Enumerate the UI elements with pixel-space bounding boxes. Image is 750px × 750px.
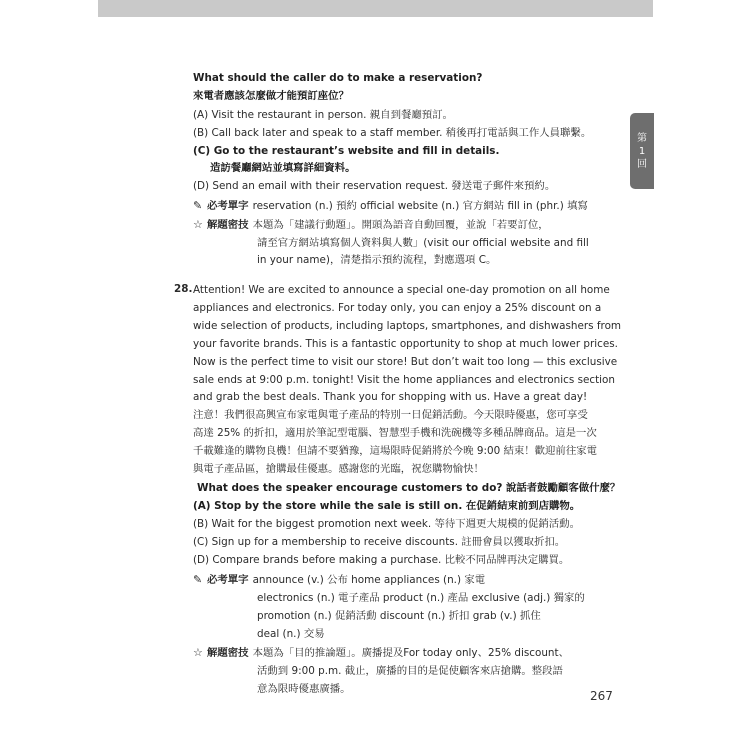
q27-option-c-zh: 造訪餐廳網站並填寫詳細資料。 <box>210 162 356 174</box>
star-icon: ☆ <box>193 218 203 231</box>
q28-vocab-line: deal (n.) 交易 <box>257 628 325 640</box>
q28-passage-line: appliances and electronics. For today only, you can enjoy a 25% discount on a <box>193 302 602 314</box>
q28-passage-line: sale ends at 9:00 p.m. tonight! Visit the home appliances and electronics section <box>193 374 615 386</box>
q28-option-d: (D) Compare brands before making a purchase. 比較不同品牌再決定購買。 <box>193 554 570 566</box>
q27-question-zh: 來電者應該怎麼做才能預訂座位？ <box>193 90 349 102</box>
q28-vocab-line: promotion (n.) 促銷活動 discount (n.) 折扣 grab (v.) 抓住 <box>257 610 541 622</box>
q28-tip <box>193 646 569 660</box>
pencil-note-icon: ✎ <box>193 573 203 586</box>
q28-passage-line: wide selection of products, including laptops, smartphones, and dishwashers from <box>193 320 622 332</box>
page-number: 267 <box>590 689 613 703</box>
q27-option-c: (C) Go to the restaurant’s website and fill in details. <box>193 145 500 157</box>
vocab-text: reservation (n.) 預約 official website (n.) 官方網站 fill in (phr.) 填寫 <box>252 200 588 212</box>
tip-label: 解題密技 <box>207 647 249 659</box>
q27-tip-line: in your name)，清楚指示預約流程，對應選項 C。 <box>257 254 497 266</box>
chapter-tab-char: 1 <box>638 145 646 157</box>
q28-tip-line: 意為限時優惠廣播。 <box>257 683 351 695</box>
vocab-text: announce (v.) 公布 home appliances (n.) 家電 <box>252 574 486 586</box>
q28-vocab-line: electronics (n.) 電子產品 product (n.) 產品 exclusive (adj.) 獨家的 <box>257 592 585 604</box>
q28-number: 28. <box>174 283 193 295</box>
chapter-tab <box>630 113 654 189</box>
tip-label: 解題密技 <box>207 219 249 231</box>
vocab-label: 必考單字 <box>207 200 249 212</box>
q27-option-d: (D) Send an email with their reservation request. 發送電子郵件來預約。 <box>193 180 556 192</box>
q27-option-b: (B) Call back later and speak to a staff member. 稍後再打電話與工作人員聯繫。 <box>193 127 592 139</box>
q28-passage-zh-line: 注意！我們很高興宣布家電與電子產品的特別一日促銷活動。今天限時優惠，您可享受 <box>193 409 588 421</box>
tip-text: 本題為「目的推論題」。廣播提及For today only、25% discount、 <box>252 647 569 659</box>
q27-option-a: (A) Visit the restaurant in person. 親自到餐廳預訂。 <box>193 109 453 121</box>
q28-passage-line: Now is the perfect time to visit our store! But don’t wait too long — this exclusive <box>193 356 618 368</box>
q28-question: What does the speaker encourage customers to do? 說話者鼓勵顧客做什麼？ <box>197 482 621 494</box>
q27-tip-line: 請至官方網站填寫個人資料與人數」(visit our official website and fill <box>257 237 589 249</box>
q28-vocab <box>193 573 485 587</box>
tip-text: 本題為「建議行動題」。開頭為語音自動回覆，並說「若要訂位， <box>252 219 549 231</box>
q28-option-c: (C) Sign up for a membership to receive discounts. 註冊會員以獲取折扣。 <box>193 536 566 548</box>
q28-passage-zh-line: 與電子產品區，搶購最佳優惠。感謝您的光臨，祝您購物愉快！ <box>193 463 484 475</box>
q28-option-a: (A) Stop by the store while the sale is still on. 在促銷結束前到店購物。 <box>193 500 581 512</box>
q27-question-en: What should the caller do to make a reservation? <box>193 72 483 84</box>
chapter-tab-char: 第 <box>637 132 647 144</box>
q28-passage-line: your favorite brands. This is a fantastic opportunity to shop at much lower prices. <box>193 338 618 350</box>
chapter-tab-char: 回 <box>637 158 647 170</box>
q28-passage-zh-line: 高達 25% 的折扣，適用於筆記型電腦、智慧型手機和洗碗機等多種品牌商品。這是一次 <box>193 427 597 439</box>
top-header-bar <box>98 0 653 17</box>
q27-tip <box>193 218 549 232</box>
q28-option-b: (B) Wait for the biggest promotion next week. 等待下週更大規模的促銷活動。 <box>193 518 580 530</box>
q28-passage-line: and grab the best deals. Thank you for shopping with us. Have a great day! <box>193 391 588 403</box>
q28-tip-line: 活動到 9:00 p.m. 截止，廣播的目的是促使顧客來店搶購。整段語 <box>257 665 563 677</box>
q28-passage-zh-line: 千載難逢的購物良機！但請不要猶豫，這場限時促銷將於今晚 9:00 結束！歡迎前往家電 <box>193 445 597 457</box>
q27-vocab <box>193 199 588 213</box>
pencil-note-icon: ✎ <box>193 199 203 212</box>
star-icon: ☆ <box>193 646 203 659</box>
q28-passage-line: Attention! We are excited to announce a special one-day promotion on all home <box>193 284 610 296</box>
vocab-label: 必考單字 <box>207 574 249 586</box>
